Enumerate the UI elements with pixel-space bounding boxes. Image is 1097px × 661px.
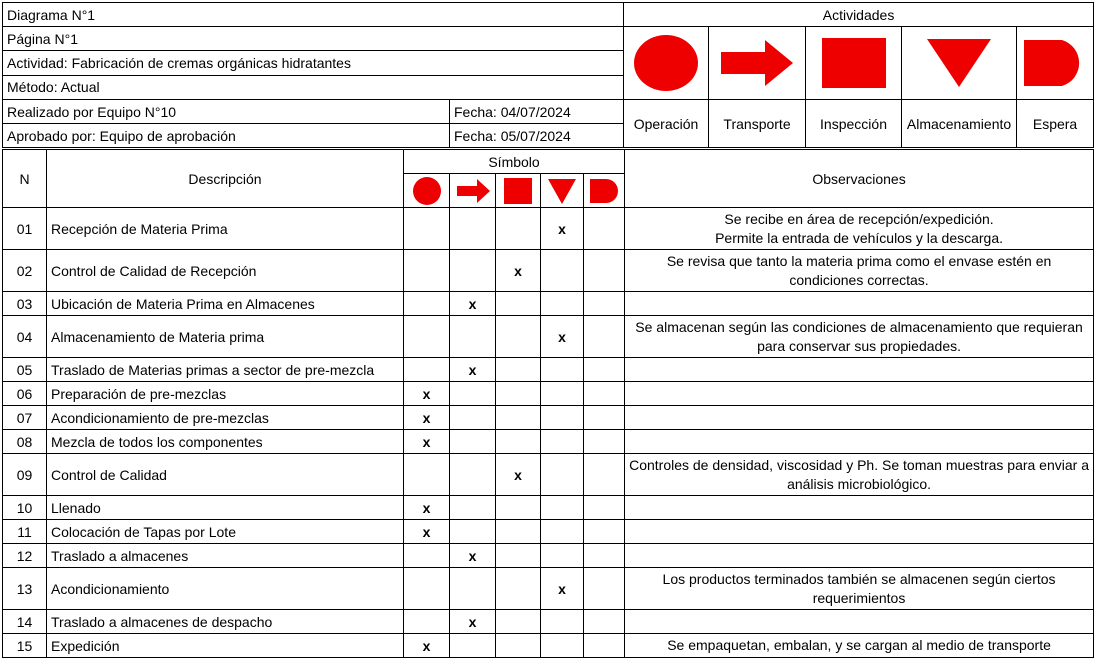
symbol-cell	[450, 316, 496, 358]
symbol-cell	[404, 250, 450, 292]
row-observation: Se empaquetan, embalan, y se cargan al medio de transporte	[625, 634, 1094, 658]
symbol-cell: x	[496, 250, 541, 292]
th-delay	[584, 174, 625, 208]
row-number: 10	[3, 496, 47, 520]
symbol-cell	[450, 496, 496, 520]
symbol-cell	[584, 292, 625, 316]
symbol-cell	[496, 316, 541, 358]
row-number: 07	[3, 406, 47, 430]
symbol-cell	[584, 610, 625, 634]
row-observation: Los productos terminados también se almacenen según ciertos requerimientos	[625, 568, 1094, 610]
symbol-cell	[541, 520, 584, 544]
symbol-cell	[541, 292, 584, 316]
circle-icon	[411, 176, 443, 206]
row-description: Mezcla de todos los componentes	[47, 430, 404, 454]
symbol-cell	[450, 208, 496, 250]
symbol-cell	[541, 610, 584, 634]
symbol-cell	[584, 544, 625, 568]
d-shape-icon	[588, 178, 620, 204]
row-observation	[625, 292, 1094, 316]
symbol-cell: x	[404, 382, 450, 406]
symbol-cell	[584, 406, 625, 430]
arrow-right-icon	[719, 38, 795, 88]
row-number: 12	[3, 544, 47, 568]
symbol-cell	[541, 358, 584, 382]
table-row	[3, 634, 1094, 658]
circle-icon	[631, 33, 701, 93]
th-operation	[404, 174, 450, 208]
row-observation	[625, 610, 1094, 634]
row-description: Expedición	[47, 634, 404, 658]
row-number: 14	[3, 610, 47, 634]
table-row	[3, 250, 1094, 292]
symbol-cell	[541, 406, 584, 430]
row-observation	[625, 520, 1094, 544]
row-number: 13	[3, 568, 47, 610]
symbol-cell	[404, 316, 450, 358]
symbol-cell: x	[541, 568, 584, 610]
date-made: Fecha: 04/07/2024	[450, 100, 624, 124]
row-number: 02	[3, 250, 47, 292]
table-row	[3, 496, 1094, 520]
symbol-cell	[584, 208, 625, 250]
storage-symbol	[902, 27, 1017, 100]
symbol-cell	[450, 634, 496, 658]
row-observation: Se recibe en área de recepción/expedición. Permite la entrada de vehículos y la descarga.	[625, 208, 1094, 250]
diagram-number: Diagrama N°1	[3, 3, 624, 27]
symbol-cell	[584, 520, 625, 544]
row-description: Control de Calidad	[47, 454, 404, 496]
row-description: Traslado a almacenes	[47, 544, 404, 568]
label-delay: Espera	[1017, 100, 1094, 148]
table-row	[3, 544, 1094, 568]
triangle-down-icon	[546, 177, 578, 205]
row-number: 11	[3, 520, 47, 544]
symbol-cell	[496, 544, 541, 568]
row-description: Llenado	[47, 496, 404, 520]
symbol-cell	[496, 568, 541, 610]
col-symbol-header: Símbolo	[404, 150, 625, 174]
symbol-cell	[496, 406, 541, 430]
row-observation	[625, 544, 1094, 568]
table-row	[3, 382, 1094, 406]
symbol-cell	[496, 292, 541, 316]
symbol-cell	[584, 454, 625, 496]
symbol-cell	[584, 430, 625, 454]
square-icon	[821, 37, 887, 89]
operation-symbol	[624, 27, 709, 100]
symbol-cell	[541, 454, 584, 496]
symbol-cell	[584, 568, 625, 610]
symbol-cell	[404, 568, 450, 610]
row-description: Ubicación de Materia Prima en Almacenes	[47, 292, 404, 316]
row-number: 03	[3, 292, 47, 316]
delay-symbol	[1017, 27, 1094, 100]
symbol-cell	[584, 382, 625, 406]
symbol-cell	[496, 520, 541, 544]
row-number: 04	[3, 316, 47, 358]
symbol-cell: x	[404, 634, 450, 658]
symbol-cell	[584, 358, 625, 382]
symbol-cell	[450, 520, 496, 544]
row-number: 15	[3, 634, 47, 658]
symbol-cell: x	[404, 496, 450, 520]
symbol-cell	[496, 430, 541, 454]
page-number: Página N°1	[3, 27, 624, 51]
row-observation: Se revisa que tanto la materia prima como el envase estén en condiciones correctas.	[625, 250, 1094, 292]
row-number: 01	[3, 208, 47, 250]
process-chart	[2, 2, 1093, 658]
symbol-cell: x	[404, 406, 450, 430]
table-row	[3, 610, 1094, 634]
symbol-cell: x	[404, 430, 450, 454]
row-observation	[625, 496, 1094, 520]
symbol-cell	[496, 496, 541, 520]
row-description: Acondicionamiento	[47, 568, 404, 610]
symbol-cell: x	[496, 454, 541, 496]
col-obs-header: Observaciones	[625, 150, 1094, 208]
arrow-right-icon	[455, 178, 491, 204]
symbol-cell	[450, 406, 496, 430]
symbol-cell	[450, 454, 496, 496]
col-n-header: N	[3, 150, 47, 208]
square-icon	[503, 177, 533, 205]
row-description: Traslado de Materias primas a sector de pre-mezcla	[47, 358, 404, 382]
date-approved: Fecha: 05/07/2024	[450, 124, 624, 148]
symbol-cell: x	[404, 520, 450, 544]
table-row	[3, 406, 1094, 430]
activity-table	[2, 149, 1094, 658]
symbol-cell	[584, 496, 625, 520]
symbol-cell	[541, 496, 584, 520]
row-observation: Controles de densidad, viscosidad y Ph. Se toman muestras para enviar a análisis microbiológico.	[625, 454, 1094, 496]
row-number: 09	[3, 454, 47, 496]
approved-by: Aprobado por: Equipo de aprobación	[3, 124, 450, 148]
symbol-cell	[541, 430, 584, 454]
table-row	[3, 316, 1094, 358]
symbol-cell	[496, 610, 541, 634]
symbol-cell	[584, 316, 625, 358]
symbol-cell	[496, 382, 541, 406]
symbol-cell	[450, 250, 496, 292]
table-row	[3, 454, 1094, 496]
row-observation: Se almacenan según las condiciones de almacenamiento que requieran para conservar sus propiedades.	[625, 316, 1094, 358]
symbol-cell	[496, 634, 541, 658]
row-description: Colocación de Tapas por Lote	[47, 520, 404, 544]
table-row	[3, 520, 1094, 544]
transport-symbol	[709, 27, 806, 100]
symbol-cell: x	[450, 544, 496, 568]
row-observation	[625, 430, 1094, 454]
symbol-cell: x	[450, 292, 496, 316]
symbol-cell	[450, 382, 496, 406]
symbol-cell	[541, 250, 584, 292]
symbol-cell	[584, 250, 625, 292]
row-description: Control de Calidad de Recepción	[47, 250, 404, 292]
symbol-cell: x	[541, 316, 584, 358]
row-description: Recepción de Materia Prima	[47, 208, 404, 250]
row-description: Preparación de pre-mezclas	[47, 382, 404, 406]
symbol-cell	[584, 634, 625, 658]
symbol-cell	[541, 544, 584, 568]
row-description: Traslado a almacenes de despacho	[47, 610, 404, 634]
symbol-cell	[404, 208, 450, 250]
row-observation	[625, 358, 1094, 382]
symbol-cell: x	[450, 358, 496, 382]
symbol-cell	[496, 208, 541, 250]
row-description: Acondicionamiento de pre-mezclas	[47, 406, 404, 430]
row-observation	[625, 382, 1094, 406]
label-storage: Almacenamiento	[902, 100, 1017, 148]
label-inspection: Inspección	[806, 100, 902, 148]
row-number: 05	[3, 358, 47, 382]
d-shape-icon	[1022, 38, 1088, 88]
row-number: 08	[3, 430, 47, 454]
symbol-cell	[404, 610, 450, 634]
symbol-cell	[450, 430, 496, 454]
symbol-cell: x	[450, 610, 496, 634]
th-inspection	[496, 174, 541, 208]
symbol-cell	[404, 544, 450, 568]
table-row	[3, 292, 1094, 316]
symbol-cell	[541, 382, 584, 406]
symbol-cell: x	[541, 208, 584, 250]
made-by: Realizado por Equipo N°10	[3, 100, 450, 124]
symbol-cell	[404, 454, 450, 496]
th-transport	[450, 174, 496, 208]
symbol-cell	[541, 634, 584, 658]
th-storage	[541, 174, 584, 208]
activity-description: Actividad: Fabricación de cremas orgánicas hidratantes	[3, 51, 624, 75]
table-row	[3, 568, 1094, 610]
triangle-down-icon	[923, 37, 995, 89]
table-row	[3, 358, 1094, 382]
row-observation	[625, 406, 1094, 430]
method: Método: Actual	[3, 75, 624, 99]
label-transport: Transporte	[709, 100, 806, 148]
row-number: 06	[3, 382, 47, 406]
activities-title: Actividades	[624, 3, 1094, 27]
symbol-cell	[404, 358, 450, 382]
table-row	[3, 208, 1094, 250]
header-table	[2, 2, 1094, 148]
symbol-cell	[450, 568, 496, 610]
table-row	[3, 430, 1094, 454]
row-description: Almacenamiento de Materia prima	[47, 316, 404, 358]
col-desc-header: Descripción	[47, 150, 404, 208]
inspection-symbol	[806, 27, 902, 100]
symbol-cell	[404, 292, 450, 316]
symbol-cell	[496, 358, 541, 382]
label-operation: Operación	[624, 100, 709, 148]
